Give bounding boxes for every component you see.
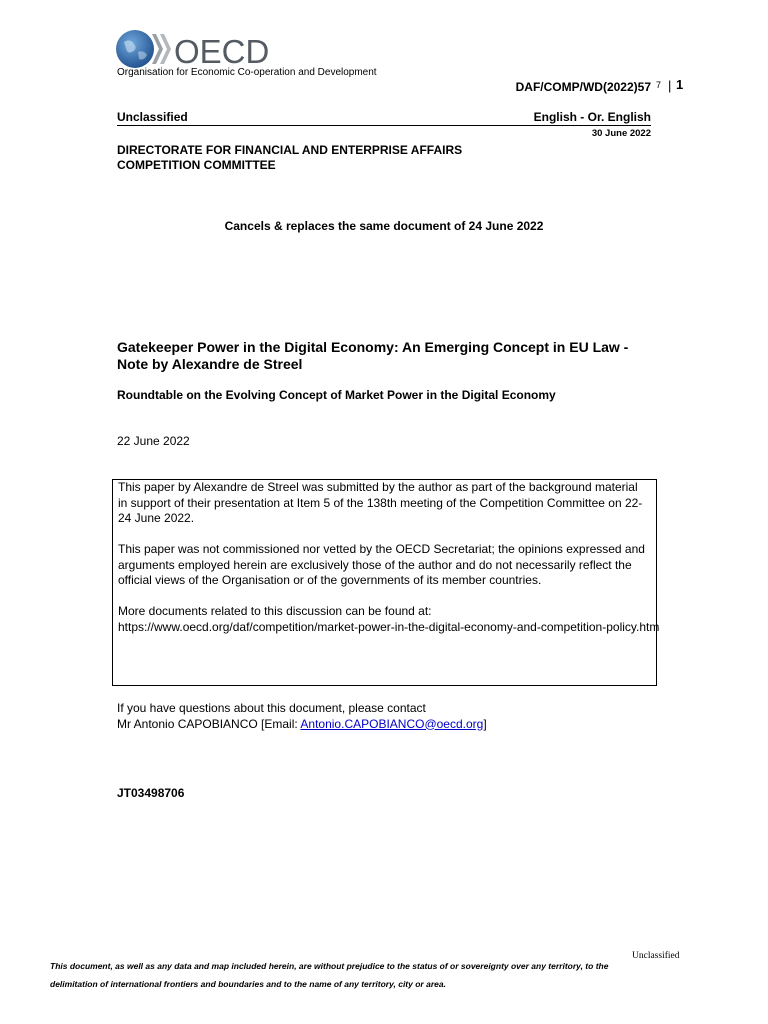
directorate-block bbox=[117, 143, 462, 173]
document-reference: DAF/COMP/WD(2022)57 bbox=[515, 80, 651, 94]
logo-wordmark: OECD bbox=[174, 33, 270, 70]
more-documents-text: More documents related to this discussion can be found at: bbox=[118, 604, 432, 618]
notice-paragraph: This paper was not commissioned nor vetted by the OECD Secretariat; the opinions expressed and arguments employed herein are exclusively those of the author and do not necessarily reflect the official views of the Organisation or of the governments of its member countries. bbox=[118, 542, 645, 587]
notice-box bbox=[112, 479, 660, 686]
contact-email-link[interactable]: Antonio.CAPOBIANCO@oecd.org bbox=[300, 716, 484, 731]
contact-prefix: Mr Antonio CAPOBIANCO [Email: bbox=[117, 716, 301, 731]
oecd-logo bbox=[116, 28, 286, 70]
page-superscript: 7 bbox=[656, 80, 662, 90]
page-separator: | bbox=[668, 78, 672, 93]
cancels-notice: Cancels & replaces the same document of 24 June 2022 bbox=[224, 219, 544, 233]
contact-suffix: ] bbox=[483, 716, 487, 731]
jt-code: JT03498706 bbox=[117, 786, 185, 800]
footer-classification: Unclassified bbox=[632, 951, 680, 961]
document-subtitle: Roundtable on the Evolving Concept of Market Power in the Digital Economy bbox=[117, 388, 556, 402]
footer-disclaimer: This document, as well as any data and map included herein, are without prejudice to the status of or sovereignty over any territory, to the delimitation of international frontiers and boundaries and to the name of any territory, city or area. bbox=[50, 961, 609, 989]
organisation-name: Organisation for Economic Co-operation and Development bbox=[117, 67, 377, 78]
notice-paragraph bbox=[118, 604, 660, 635]
notice-paragraph: This paper by Alexandre de Streel was submitted by the author as part of the background material in support of their presentation at Item 5 of the 138th meeting of the Competition Committee on 22-24 June 2022. bbox=[118, 480, 643, 525]
document-date: 22 June 2022 bbox=[117, 434, 190, 448]
contact-block bbox=[117, 701, 487, 732]
page-number: 1 bbox=[676, 77, 684, 92]
committee-name: COMPETITION COMMITTEE bbox=[117, 158, 276, 172]
directorate-name: DIRECTORATE FOR FINANCIAL AND ENTERPRISE AFFAIRS bbox=[117, 143, 463, 157]
classification-label: Unclassified bbox=[117, 110, 188, 124]
language-label: English - Or. English bbox=[533, 110, 651, 124]
document-title: Gatekeeper Power in the Digital Economy: An Emerging Concept in EU Law - Note by Alexandre de Streel bbox=[117, 339, 629, 372]
contact-line bbox=[117, 717, 487, 733]
header-rule bbox=[117, 125, 651, 126]
more-documents-url: https://www.oecd.org/daf/competition/market-power-in-the-digital-economy-and-competition-policy.htm bbox=[118, 619, 660, 634]
contact-intro: If you have questions about this document, please contact bbox=[117, 701, 426, 715]
header-date: 30 June 2022 bbox=[591, 128, 651, 139]
